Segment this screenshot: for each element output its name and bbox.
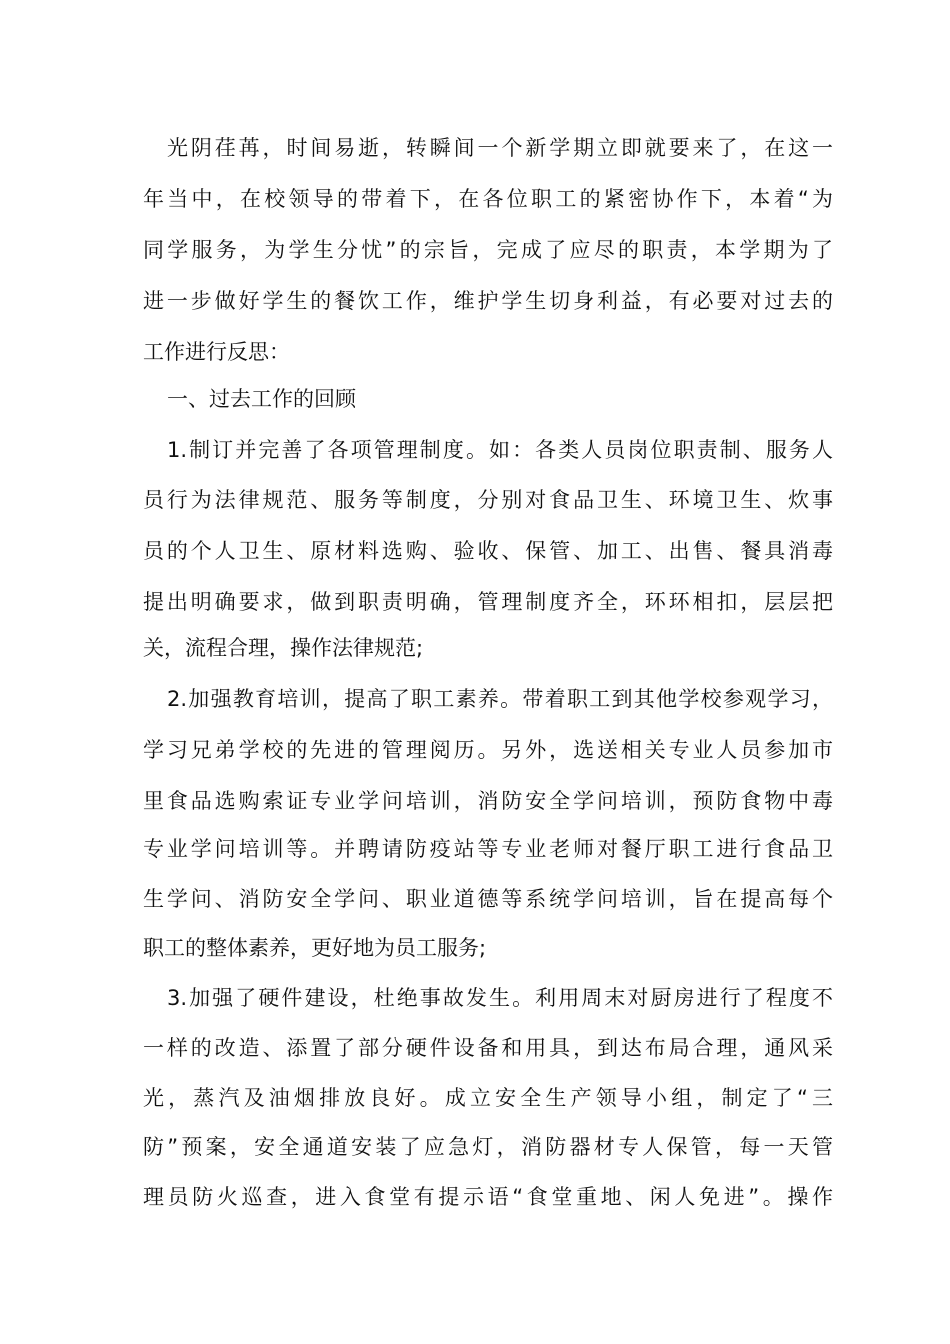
- paragraph-line: 职工的整体素养，更好地为员工服务;: [143, 936, 487, 960]
- paragraph-line: 员的个人卫生、原材料选购、验收、保管、加工、出售、餐具消毒: [143, 539, 833, 563]
- paragraph-line: 1.制订并完善了各项管理制度。如：各类人员岗位职责制、服务人: [167, 438, 833, 462]
- paragraph-line: 专业学问培训等。并聘请防疫站等专业老师对餐厅职工进行食品卫: [143, 837, 833, 861]
- paragraph-line: 关，流程合理，操作法律规范;: [143, 636, 424, 660]
- paragraph-line: 光阴荏苒，时间易逝，转瞬间一个新学期立即就要来了，在这一: [167, 136, 833, 160]
- paragraph-line: 里食品选购索证专业学问培训，消防安全学问培训，预防食物中毒: [143, 789, 833, 813]
- paragraph-line: 提出明确要求，做到职责明确，管理制度齐全，环环相扣，层层把: [143, 590, 833, 614]
- paragraph-line: 2.加强教育培训，提高了职工素养。带着职工到其他学校参观学习，: [167, 687, 833, 711]
- paragraph-line: 工作进行反思：: [143, 340, 290, 364]
- section-heading: 一、过去工作的回顾: [167, 387, 356, 411]
- paragraph-line: 一样的改造、添置了部分硬件设备和用具，到达布局合理，通风采: [143, 1036, 833, 1060]
- paragraph-line: 防”预案，安全通道安装了应急灯，消防器材专人保管，每一天管: [143, 1135, 833, 1159]
- paragraph-line: 学习兄弟学校的先进的管理阅历。另外，选送相关专业人员参加市: [143, 738, 833, 762]
- paragraph-line: 理员防火巡查，进入食堂有提示语“食堂重地、闲人免进”。操作: [143, 1185, 833, 1209]
- paragraph-line: 光，蒸汽及油烟排放良好。成立安全生产领导小组，制定了“三: [143, 1086, 833, 1110]
- paragraph-line: 生学问、消防安全学问、职业道德等系统学问培训，旨在提高每个: [143, 887, 833, 911]
- paragraph-line: 员行为法律规范、服务等制度，分别对食品卫生、环境卫生、炊事: [143, 488, 833, 512]
- paragraph-line: 3.加强了硬件建设，杜绝事故发生。利用周末对厨房进行了程度不: [167, 986, 833, 1010]
- paragraph-line: 同学服务，为学生分忧”的宗旨，完成了应尽的职责，本学期为了: [143, 238, 833, 262]
- paragraph-line: 年当中，在校领导的带着下，在各位职工的紧密协作下，本着“为: [143, 187, 833, 211]
- paragraph-line: 进一步做好学生的餐饮工作，维护学生切身利益，有必要对过去的: [143, 289, 833, 313]
